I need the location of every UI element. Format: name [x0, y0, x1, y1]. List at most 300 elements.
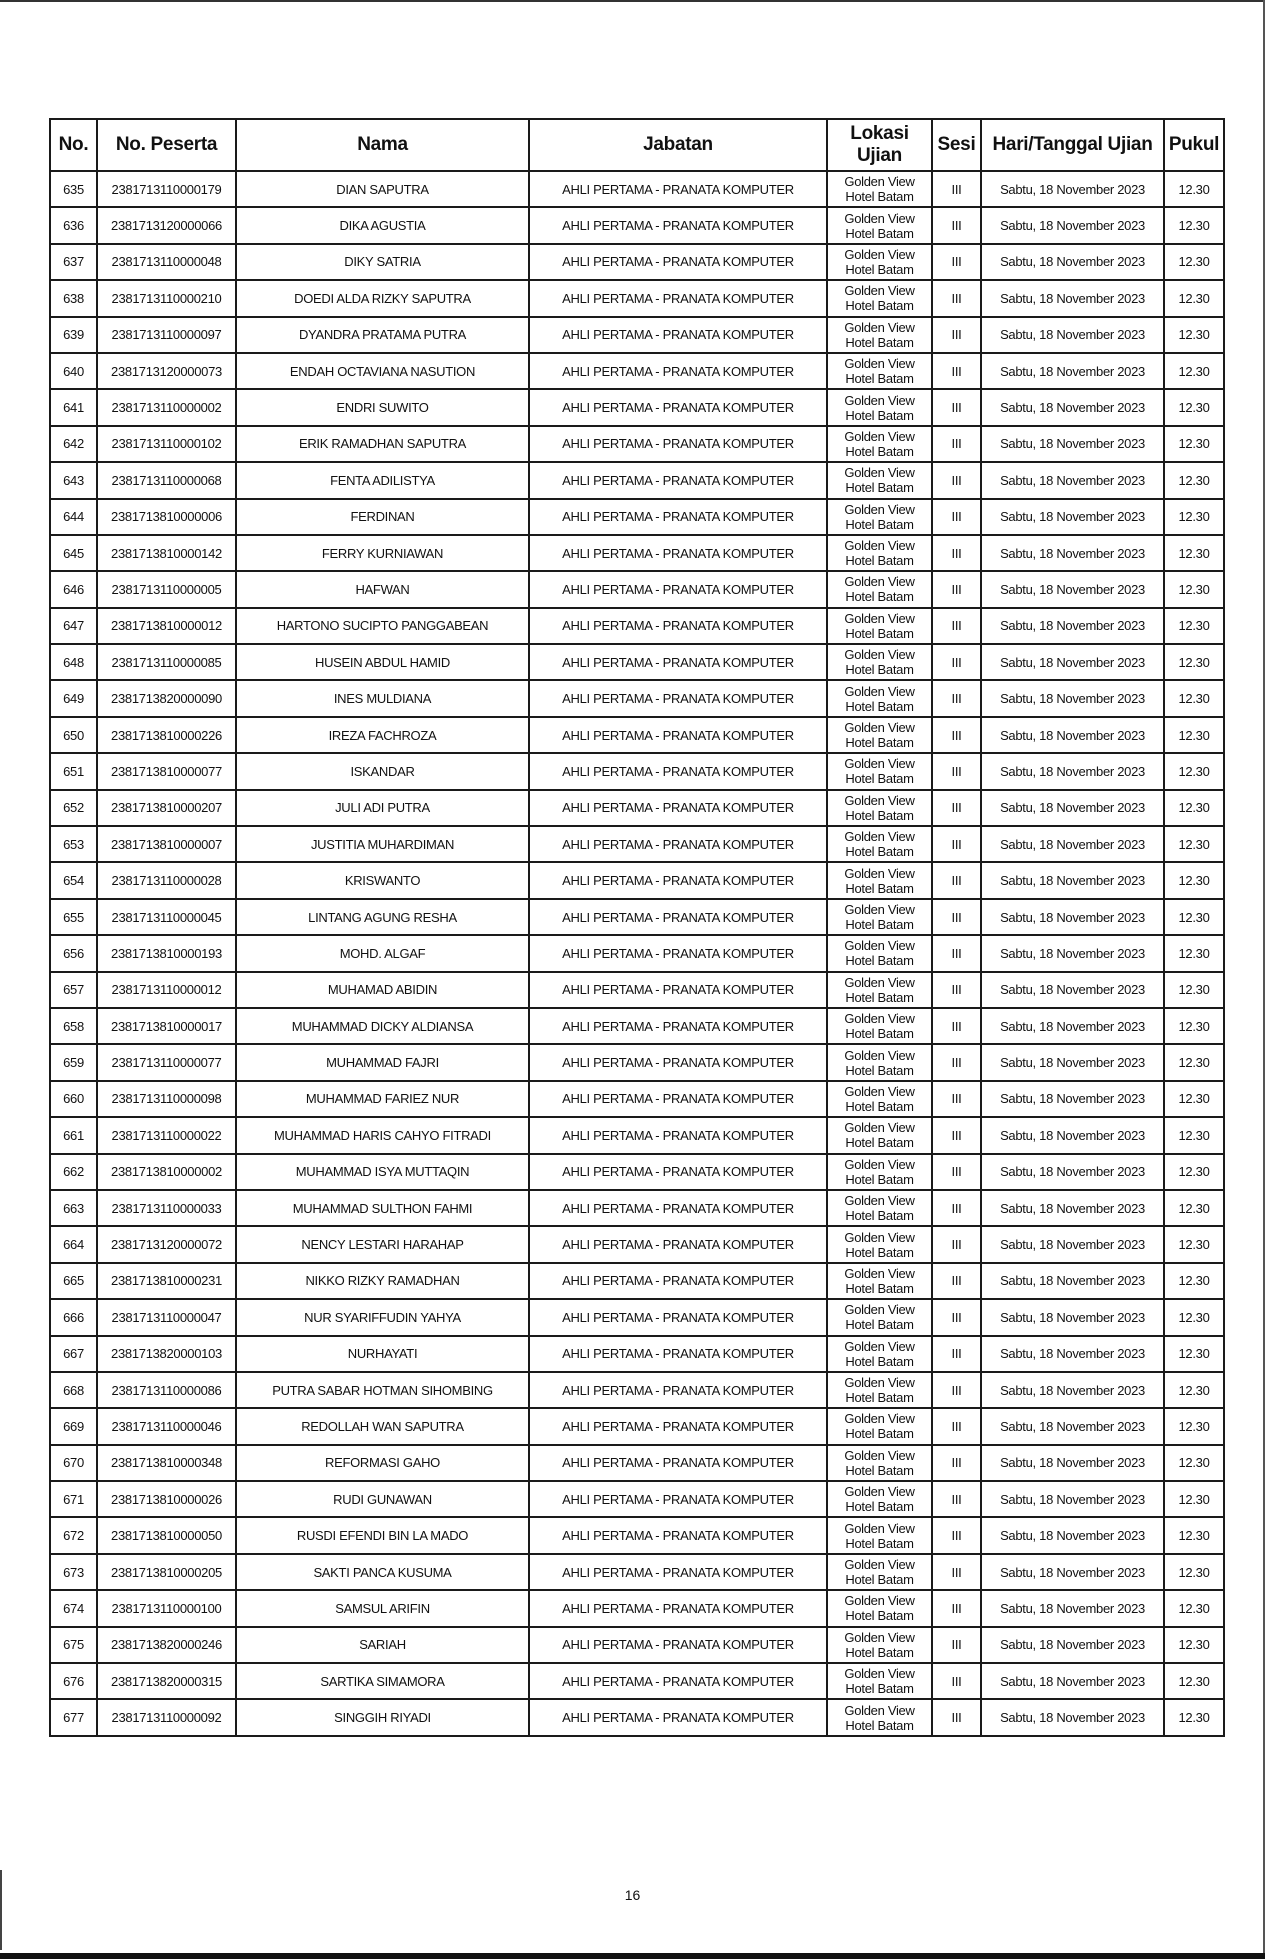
table-header-row	[50, 119, 1224, 171]
cell-hari-tanggal: Sabtu, 18 November 2023	[981, 826, 1164, 862]
lokasi-line-2: Hotel Batam	[845, 1280, 914, 1296]
cell-pukul: 12.30	[1164, 1044, 1224, 1080]
cell-nama: HAFWAN	[236, 571, 529, 607]
cell-nama: JULI ADI PUTRA	[236, 790, 529, 826]
cell-jabatan: AHLI PERTAMA - PRANATA KOMPUTER	[529, 1081, 827, 1117]
page-edge-left	[0, 1870, 2, 1950]
cell-jabatan: AHLI PERTAMA - PRANATA KOMPUTER	[529, 826, 827, 862]
cell-sesi: III	[932, 1663, 981, 1699]
table-row	[50, 1263, 1224, 1299]
cell-jabatan: AHLI PERTAMA - PRANATA KOMPUTER	[529, 1481, 827, 1517]
table-row	[50, 244, 1224, 280]
cell-sesi: III	[932, 1699, 981, 1735]
cell-lokasi-ujian	[827, 1699, 932, 1735]
cell-nama: ENDRI SUWITO	[236, 389, 529, 425]
cell-hari-tanggal: Sabtu, 18 November 2023	[981, 1117, 1164, 1153]
cell-hari-tanggal: Sabtu, 18 November 2023	[981, 644, 1164, 680]
cell-no-peserta: 2381713120000073	[97, 353, 236, 389]
cell-lokasi-ujian	[827, 1008, 932, 1044]
cell-no-peserta: 2381713110000022	[97, 1117, 236, 1153]
cell-hari-tanggal: Sabtu, 18 November 2023	[981, 1517, 1164, 1553]
table-row	[50, 171, 1224, 207]
cell-nama: NENCY LESTARI HARAHAP	[236, 1226, 529, 1262]
lokasi-line-1: Golden View	[844, 574, 915, 590]
cell-lokasi-ujian	[827, 1336, 932, 1372]
cell-pukul: 12.30	[1164, 1627, 1224, 1663]
lokasi-line-2: Hotel Batam	[845, 516, 914, 532]
table-row	[50, 207, 1224, 243]
table-row	[50, 644, 1224, 680]
cell-pukul: 12.30	[1164, 171, 1224, 207]
cell-sesi: III	[932, 426, 981, 462]
cell-jabatan: AHLI PERTAMA - PRANATA KOMPUTER	[529, 1663, 827, 1699]
table-row	[50, 571, 1224, 607]
cell-nama: MUHAMMAD DICKY ALDIANSA	[236, 1008, 529, 1044]
table-row	[50, 1154, 1224, 1190]
cell-hari-tanggal: Sabtu, 18 November 2023	[981, 1044, 1164, 1080]
table-row	[50, 1445, 1224, 1481]
cell-no-peserta: 2381713820000246	[97, 1627, 236, 1663]
lokasi-line-2: Hotel Batam	[845, 1208, 914, 1224]
cell-nama: MUHAMMAD FARIEZ NUR	[236, 1081, 529, 1117]
cell-lokasi-ujian	[827, 972, 932, 1008]
table-row	[50, 462, 1224, 498]
cell-hari-tanggal: Sabtu, 18 November 2023	[981, 680, 1164, 716]
lokasi-line-2: Hotel Batam	[845, 334, 914, 350]
lokasi-line-2: Hotel Batam	[845, 662, 914, 678]
cell-sesi: III	[932, 535, 981, 571]
cell-pukul: 12.30	[1164, 717, 1224, 753]
cell-nama: NUR SYARIFFUDIN YAHYA	[236, 1299, 529, 1335]
cell-lokasi-ujian	[827, 1590, 932, 1626]
cell-lokasi-ujian	[827, 244, 932, 280]
cell-jabatan: AHLI PERTAMA - PRANATA KOMPUTER	[529, 1336, 827, 1372]
cell-no: 667	[50, 1336, 97, 1372]
lokasi-line-2: Hotel Batam	[845, 1426, 914, 1442]
cell-pukul: 12.30	[1164, 1554, 1224, 1590]
table-row	[50, 790, 1224, 826]
lokasi-line-2: Hotel Batam	[845, 298, 914, 314]
cell-lokasi-ujian	[827, 608, 932, 644]
cell-nama: MUHAMMAD ISYA MUTTAQIN	[236, 1154, 529, 1190]
table-row	[50, 1663, 1224, 1699]
cell-nama: MUHAMMAD HARIS CAHYO FITRADI	[236, 1117, 529, 1153]
cell-jabatan: AHLI PERTAMA - PRANATA KOMPUTER	[529, 426, 827, 462]
cell-pukul: 12.30	[1164, 244, 1224, 280]
cell-no-peserta: 2381713110000046	[97, 1408, 236, 1444]
cell-sesi: III	[932, 972, 981, 1008]
lokasi-line-1: Golden View	[844, 1302, 915, 1318]
cell-sesi: III	[932, 1517, 981, 1553]
table-row	[50, 1226, 1224, 1262]
cell-hari-tanggal: Sabtu, 18 November 2023	[981, 1081, 1164, 1117]
cell-no: 640	[50, 353, 97, 389]
cell-pukul: 12.30	[1164, 1154, 1224, 1190]
cell-no: 662	[50, 1154, 97, 1190]
cell-lokasi-ujian	[827, 1263, 932, 1299]
cell-lokasi-ujian	[827, 207, 932, 243]
cell-no: 659	[50, 1044, 97, 1080]
cell-hari-tanggal: Sabtu, 18 November 2023	[981, 1481, 1164, 1517]
lokasi-line-2: Hotel Batam	[845, 480, 914, 496]
cell-jabatan: AHLI PERTAMA - PRANATA KOMPUTER	[529, 608, 827, 644]
cell-hari-tanggal: Sabtu, 18 November 2023	[981, 608, 1164, 644]
lokasi-line-1: Golden View	[844, 1702, 915, 1718]
cell-nama: FENTA ADILISTYA	[236, 462, 529, 498]
cell-nama: MUHAMMAD SULTHON FAHMI	[236, 1190, 529, 1226]
cell-no-peserta: 2381713110000102	[97, 426, 236, 462]
cell-no: 657	[50, 972, 97, 1008]
table-row	[50, 1081, 1224, 1117]
lokasi-line-1: Golden View	[844, 756, 915, 772]
table-row	[50, 389, 1224, 425]
cell-no-peserta: 2381713820000090	[97, 680, 236, 716]
cell-lokasi-ujian	[827, 826, 932, 862]
cell-nama: MOHD. ALGAF	[236, 935, 529, 971]
cell-no: 656	[50, 935, 97, 971]
cell-no: 635	[50, 171, 97, 207]
cell-pukul: 12.30	[1164, 1190, 1224, 1226]
header-nama: Nama	[236, 119, 529, 171]
cell-sesi: III	[932, 1044, 981, 1080]
cell-no-peserta: 2381713110000092	[97, 1699, 236, 1735]
lokasi-line-2: Hotel Batam	[845, 917, 914, 932]
cell-no: 658	[50, 1008, 97, 1044]
cell-nama: HARTONO SUCIPTO PANGGABEAN	[236, 608, 529, 644]
cell-no: 652	[50, 790, 97, 826]
cell-lokasi-ujian	[827, 644, 932, 680]
cell-jabatan: AHLI PERTAMA - PRANATA KOMPUTER	[529, 353, 827, 389]
cell-lokasi-ujian	[827, 499, 932, 535]
cell-pukul: 12.30	[1164, 826, 1224, 862]
table-row	[50, 1408, 1224, 1444]
table-row	[50, 862, 1224, 898]
cell-lokasi-ujian	[827, 753, 932, 789]
lokasi-line-1: Golden View	[844, 1011, 915, 1027]
cell-sesi: III	[932, 280, 981, 316]
cell-hari-tanggal: Sabtu, 18 November 2023	[981, 1699, 1164, 1735]
cell-nama: RUSDI EFENDI BIN LA MADO	[236, 1517, 529, 1553]
cell-jabatan: AHLI PERTAMA - PRANATA KOMPUTER	[529, 790, 827, 826]
cell-jabatan: AHLI PERTAMA - PRANATA KOMPUTER	[529, 1408, 827, 1444]
cell-hari-tanggal: Sabtu, 18 November 2023	[981, 389, 1164, 425]
cell-no: 664	[50, 1226, 97, 1262]
cell-pukul: 12.30	[1164, 1263, 1224, 1299]
cell-sesi: III	[932, 353, 981, 389]
cell-nama: IREZA FACHROZA	[236, 717, 529, 753]
page-edge-bottom	[0, 1953, 1265, 1959]
cell-lokasi-ujian	[827, 317, 932, 353]
cell-jabatan: AHLI PERTAMA - PRANATA KOMPUTER	[529, 1590, 827, 1626]
lokasi-line-1: Golden View	[844, 501, 915, 517]
cell-jabatan: AHLI PERTAMA - PRANATA KOMPUTER	[529, 1154, 827, 1190]
cell-pukul: 12.30	[1164, 608, 1224, 644]
lokasi-line-1: Golden View	[844, 428, 915, 444]
lokasi-line-2: Hotel Batam	[845, 553, 914, 569]
cell-nama: SARTIKA SIMAMORA	[236, 1663, 529, 1699]
lokasi-line-2: Hotel Batam	[845, 807, 914, 823]
cell-no-peserta: 2381713110000047	[97, 1299, 236, 1335]
table-row	[50, 1590, 1224, 1626]
cell-sesi: III	[932, 1554, 981, 1590]
cell-no-peserta: 2381713810000002	[97, 1154, 236, 1190]
lokasi-line-2: Hotel Batam	[845, 1244, 914, 1260]
cell-nama: SARIAH	[236, 1627, 529, 1663]
cell-lokasi-ujian	[827, 680, 932, 716]
cell-no: 660	[50, 1081, 97, 1117]
cell-nama: PUTRA SABAR HOTMAN SIHOMBING	[236, 1372, 529, 1408]
cell-lokasi-ujian	[827, 1372, 932, 1408]
cell-no: 676	[50, 1663, 97, 1699]
lokasi-line-2: Hotel Batam	[845, 407, 914, 423]
cell-no-peserta: 2381713110000098	[97, 1081, 236, 1117]
cell-sesi: III	[932, 207, 981, 243]
cell-hari-tanggal: Sabtu, 18 November 2023	[981, 790, 1164, 826]
table-row	[50, 972, 1224, 1008]
cell-hari-tanggal: Sabtu, 18 November 2023	[981, 462, 1164, 498]
table-row	[50, 1008, 1224, 1044]
cell-sesi: III	[932, 608, 981, 644]
cell-nama: REFORMASI GAHO	[236, 1445, 529, 1481]
cell-hari-tanggal: Sabtu, 18 November 2023	[981, 571, 1164, 607]
cell-nama: RUDI GUNAWAN	[236, 1481, 529, 1517]
table-row	[50, 535, 1224, 571]
lokasi-line-2: Hotel Batam	[845, 1062, 914, 1078]
cell-pukul: 12.30	[1164, 317, 1224, 353]
cell-no-peserta: 2381713810000012	[97, 608, 236, 644]
cell-sesi: III	[932, 499, 981, 535]
cell-hari-tanggal: Sabtu, 18 November 2023	[981, 1336, 1164, 1372]
cell-no-peserta: 2381713810000226	[97, 717, 236, 753]
cell-sesi: III	[932, 1299, 981, 1335]
cell-sesi: III	[932, 644, 981, 680]
lokasi-line-2: Hotel Batam	[845, 1608, 914, 1624]
cell-no: 655	[50, 899, 97, 935]
cell-pukul: 12.30	[1164, 680, 1224, 716]
cell-lokasi-ujian	[827, 1663, 932, 1699]
cell-jabatan: AHLI PERTAMA - PRANATA KOMPUTER	[529, 499, 827, 535]
cell-pukul: 12.30	[1164, 1481, 1224, 1517]
lokasi-line-2: Hotel Batam	[845, 1499, 914, 1515]
cell-no: 638	[50, 280, 97, 316]
cell-hari-tanggal: Sabtu, 18 November 2023	[981, 317, 1164, 353]
lokasi-line-1: Golden View	[844, 1156, 915, 1172]
cell-sesi: III	[932, 317, 981, 353]
table-row	[50, 280, 1224, 316]
cell-pukul: 12.30	[1164, 1445, 1224, 1481]
header-jabatan: Jabatan	[529, 119, 827, 171]
lokasi-line-2: Hotel Batam	[845, 1135, 914, 1151]
cell-jabatan: AHLI PERTAMA - PRANATA KOMPUTER	[529, 207, 827, 243]
cell-lokasi-ujian	[827, 171, 932, 207]
cell-jabatan: AHLI PERTAMA - PRANATA KOMPUTER	[529, 1226, 827, 1262]
cell-sesi: III	[932, 1590, 981, 1626]
cell-sesi: III	[932, 389, 981, 425]
lokasi-line-1: Golden View	[844, 174, 915, 190]
table-row	[50, 717, 1224, 753]
cell-no-peserta: 2381713110000085	[97, 644, 236, 680]
cell-sesi: III	[932, 1263, 981, 1299]
cell-hari-tanggal: Sabtu, 18 November 2023	[981, 753, 1164, 789]
table-row	[50, 608, 1224, 644]
cell-nama: SINGGIH RIYADI	[236, 1699, 529, 1735]
lokasi-line-1: Golden View	[844, 1557, 915, 1573]
cell-lokasi-ujian	[827, 1627, 932, 1663]
lokasi-line-1: Golden View	[844, 1593, 915, 1609]
cell-lokasi-ujian	[827, 535, 932, 571]
cell-jabatan: AHLI PERTAMA - PRANATA KOMPUTER	[529, 571, 827, 607]
cell-lokasi-ujian	[827, 1445, 932, 1481]
cell-jabatan: AHLI PERTAMA - PRANATA KOMPUTER	[529, 1044, 827, 1080]
cell-lokasi-ujian	[827, 1081, 932, 1117]
lokasi-line-2: Hotel Batam	[845, 1717, 914, 1733]
cell-nama: NIKKO RIZKY RAMADHAN	[236, 1263, 529, 1299]
lokasi-line-1: Golden View	[844, 246, 915, 262]
cell-pukul: 12.30	[1164, 462, 1224, 498]
table-row	[50, 1299, 1224, 1335]
cell-no-peserta: 2381713110000033	[97, 1190, 236, 1226]
lokasi-line-2: Hotel Batam	[845, 261, 914, 277]
page-edge-top	[0, 0, 1265, 2]
cell-no-peserta: 2381713810000050	[97, 1517, 236, 1553]
lokasi-line-1: Golden View	[844, 938, 915, 954]
header-no-peserta: No. Peserta	[97, 119, 236, 171]
cell-no-peserta: 2381713810000006	[97, 499, 236, 535]
cell-lokasi-ujian	[827, 899, 932, 935]
cell-no: 670	[50, 1445, 97, 1481]
cell-lokasi-ujian	[827, 1226, 932, 1262]
cell-sesi: III	[932, 1117, 981, 1153]
cell-pukul: 12.30	[1164, 389, 1224, 425]
cell-nama: REDOLLAH WAN SAPUTRA	[236, 1408, 529, 1444]
lokasi-line-2: Hotel Batam	[845, 625, 914, 641]
lokasi-line-1: Golden View	[844, 319, 915, 335]
cell-lokasi-ujian	[827, 1554, 932, 1590]
cell-jabatan: AHLI PERTAMA - PRANATA KOMPUTER	[529, 1372, 827, 1408]
lokasi-line-2: Hotel Batam	[845, 1390, 914, 1406]
table-row	[50, 1699, 1224, 1735]
cell-jabatan: AHLI PERTAMA - PRANATA KOMPUTER	[529, 244, 827, 280]
cell-pukul: 12.30	[1164, 1590, 1224, 1626]
lokasi-line-1: Golden View	[844, 1338, 915, 1354]
table-row	[50, 1117, 1224, 1153]
cell-hari-tanggal: Sabtu, 18 November 2023	[981, 499, 1164, 535]
cell-hari-tanggal: Sabtu, 18 November 2023	[981, 280, 1164, 316]
cell-no: 665	[50, 1263, 97, 1299]
lokasi-line-1: Golden View	[844, 538, 915, 554]
cell-sesi: III	[932, 571, 981, 607]
lokasi-line-2: Hotel Batam	[845, 880, 914, 896]
cell-no-peserta: 2381713110000210	[97, 280, 236, 316]
cell-hari-tanggal: Sabtu, 18 November 2023	[981, 1554, 1164, 1590]
cell-hari-tanggal: Sabtu, 18 November 2023	[981, 1263, 1164, 1299]
cell-pukul: 12.30	[1164, 1081, 1224, 1117]
cell-sesi: III	[932, 171, 981, 207]
cell-sesi: III	[932, 826, 981, 862]
cell-no-peserta: 2381713820000103	[97, 1336, 236, 1372]
lokasi-line-2: Hotel Batam	[845, 1098, 914, 1114]
cell-jabatan: AHLI PERTAMA - PRANATA KOMPUTER	[529, 935, 827, 971]
cell-no-peserta: 2381713820000315	[97, 1663, 236, 1699]
cell-sesi: III	[932, 244, 981, 280]
lokasi-line-2: Hotel Batam	[845, 443, 914, 459]
table-row	[50, 753, 1224, 789]
lokasi-line-2: Hotel Batam	[845, 1681, 914, 1697]
cell-nama: KRISWANTO	[236, 862, 529, 898]
cell-nama: DIKY SATRIA	[236, 244, 529, 280]
cell-nama: INES MULDIANA	[236, 680, 529, 716]
lokasi-line-2: Hotel Batam	[845, 735, 914, 751]
cell-no-peserta: 2381713110000097	[97, 317, 236, 353]
cell-no-peserta: 2381713110000086	[97, 1372, 236, 1408]
cell-jabatan: AHLI PERTAMA - PRANATA KOMPUTER	[529, 1445, 827, 1481]
cell-no-peserta: 2381713810000207	[97, 790, 236, 826]
cell-jabatan: AHLI PERTAMA - PRANATA KOMPUTER	[529, 1008, 827, 1044]
cell-sesi: III	[932, 899, 981, 935]
cell-pukul: 12.30	[1164, 644, 1224, 680]
cell-hari-tanggal: Sabtu, 18 November 2023	[981, 1154, 1164, 1190]
cell-jabatan: AHLI PERTAMA - PRANATA KOMPUTER	[529, 1627, 827, 1663]
cell-no-peserta: 2381713110000028	[97, 862, 236, 898]
cell-pukul: 12.30	[1164, 1372, 1224, 1408]
cell-sesi: III	[932, 1445, 981, 1481]
cell-sesi: III	[932, 1154, 981, 1190]
cell-sesi: III	[932, 862, 981, 898]
table-row	[50, 1336, 1224, 1372]
cell-no: 653	[50, 826, 97, 862]
cell-no: 663	[50, 1190, 97, 1226]
cell-pukul: 12.30	[1164, 571, 1224, 607]
cell-jabatan: AHLI PERTAMA - PRANATA KOMPUTER	[529, 462, 827, 498]
cell-hari-tanggal: Sabtu, 18 November 2023	[981, 1663, 1164, 1699]
cell-jabatan: AHLI PERTAMA - PRANATA KOMPUTER	[529, 317, 827, 353]
lokasi-line-1: Golden View	[844, 683, 915, 699]
cell-sesi: III	[932, 1226, 981, 1262]
cell-hari-tanggal: Sabtu, 18 November 2023	[981, 1008, 1164, 1044]
cell-lokasi-ujian	[827, 280, 932, 316]
cell-jabatan: AHLI PERTAMA - PRANATA KOMPUTER	[529, 899, 827, 935]
header-lokasi-ujian: Lokasi Ujian	[827, 119, 932, 171]
cell-jabatan: AHLI PERTAMA - PRANATA KOMPUTER	[529, 862, 827, 898]
cell-lokasi-ujian	[827, 1481, 932, 1517]
cell-no-peserta: 2381713110000002	[97, 389, 236, 425]
lokasi-line-1: Golden View	[844, 392, 915, 408]
cell-lokasi-ujian	[827, 862, 932, 898]
cell-lokasi-ujian	[827, 1154, 932, 1190]
cell-nama: MUHAMAD ABIDIN	[236, 972, 529, 1008]
cell-hari-tanggal: Sabtu, 18 November 2023	[981, 353, 1164, 389]
cell-no-peserta: 2381713810000348	[97, 1445, 236, 1481]
cell-pukul: 12.30	[1164, 1226, 1224, 1262]
cell-no-peserta: 2381713110000005	[97, 571, 236, 607]
cell-nama: ENDAH OCTAVIANA NASUTION	[236, 353, 529, 389]
lokasi-line-2: Hotel Batam	[845, 225, 914, 241]
cell-pukul: 12.30	[1164, 1408, 1224, 1444]
cell-no-peserta: 2381713810000026	[97, 1481, 236, 1517]
cell-no: 677	[50, 1699, 97, 1735]
cell-sesi: III	[932, 1372, 981, 1408]
cell-hari-tanggal: Sabtu, 18 November 2023	[981, 935, 1164, 971]
lokasi-line-2: Hotel Batam	[845, 1026, 914, 1042]
cell-nama: LINTANG AGUNG RESHA	[236, 899, 529, 935]
lokasi-line-2: Hotel Batam	[845, 989, 914, 1005]
lokasi-line-1: Golden View	[844, 865, 915, 881]
header-no: No.	[50, 119, 97, 171]
cell-sesi: III	[932, 935, 981, 971]
lokasi-line-1: Golden View	[844, 647, 915, 663]
cell-pukul: 12.30	[1164, 1008, 1224, 1044]
cell-sesi: III	[932, 1408, 981, 1444]
